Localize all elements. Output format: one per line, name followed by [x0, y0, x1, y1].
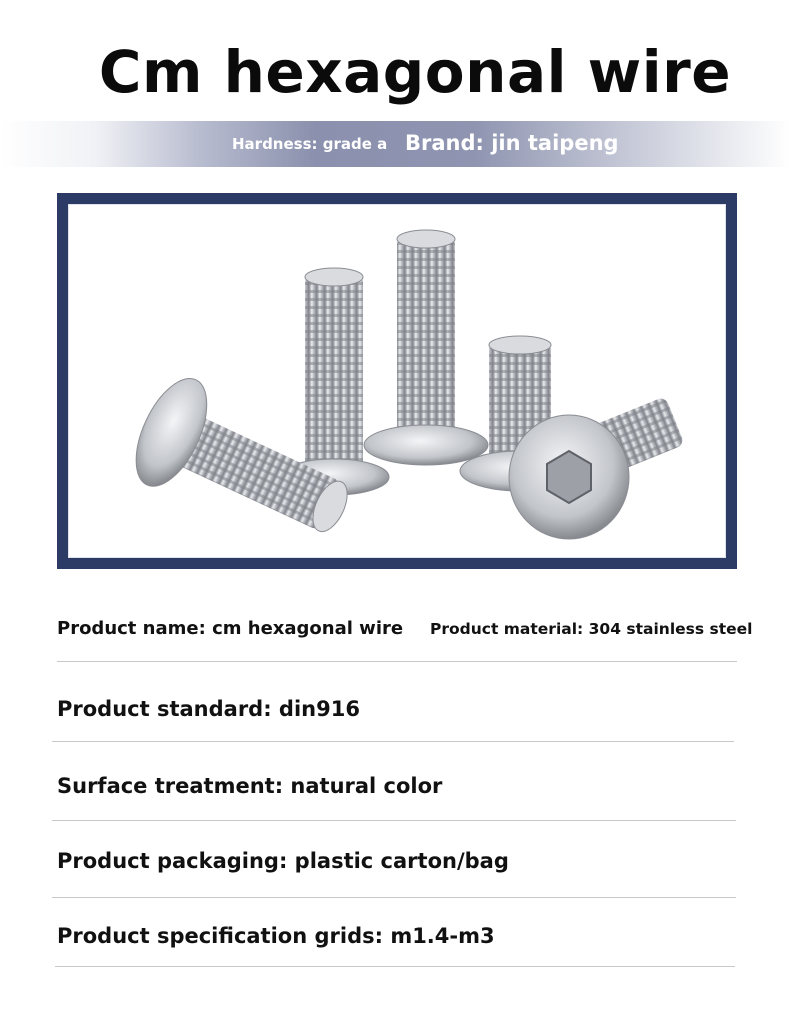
screw-tall-center: [364, 230, 488, 465]
spec-product-packaging: Product packaging: plastic carton/bag: [57, 849, 509, 873]
divider: [57, 661, 737, 662]
page-title: Cm hexagonal wire: [98, 38, 732, 106]
divider: [52, 897, 736, 898]
divider: [52, 741, 734, 742]
screws-photo-icon: [69, 205, 725, 557]
spec-product-name: Product name: cm hexagonal wire: [57, 618, 404, 639]
spec-specification-grids: Product specification grids: m1.4-m3: [57, 924, 495, 948]
product-image-frame: [57, 193, 737, 569]
divider: [55, 966, 735, 967]
spec-surface-treatment: Surface treatment: natural color: [57, 774, 443, 798]
info-band: [0, 121, 790, 167]
spec-product-material: Product material: 304 stainless steel: [430, 620, 753, 638]
brand-label: Brand: jin taipeng: [405, 131, 619, 155]
product-photo: [68, 204, 726, 558]
divider: [52, 820, 736, 821]
hardness-label: Hardness: grade a: [232, 135, 388, 153]
spec-product-standard: Product standard: din916: [57, 697, 360, 721]
